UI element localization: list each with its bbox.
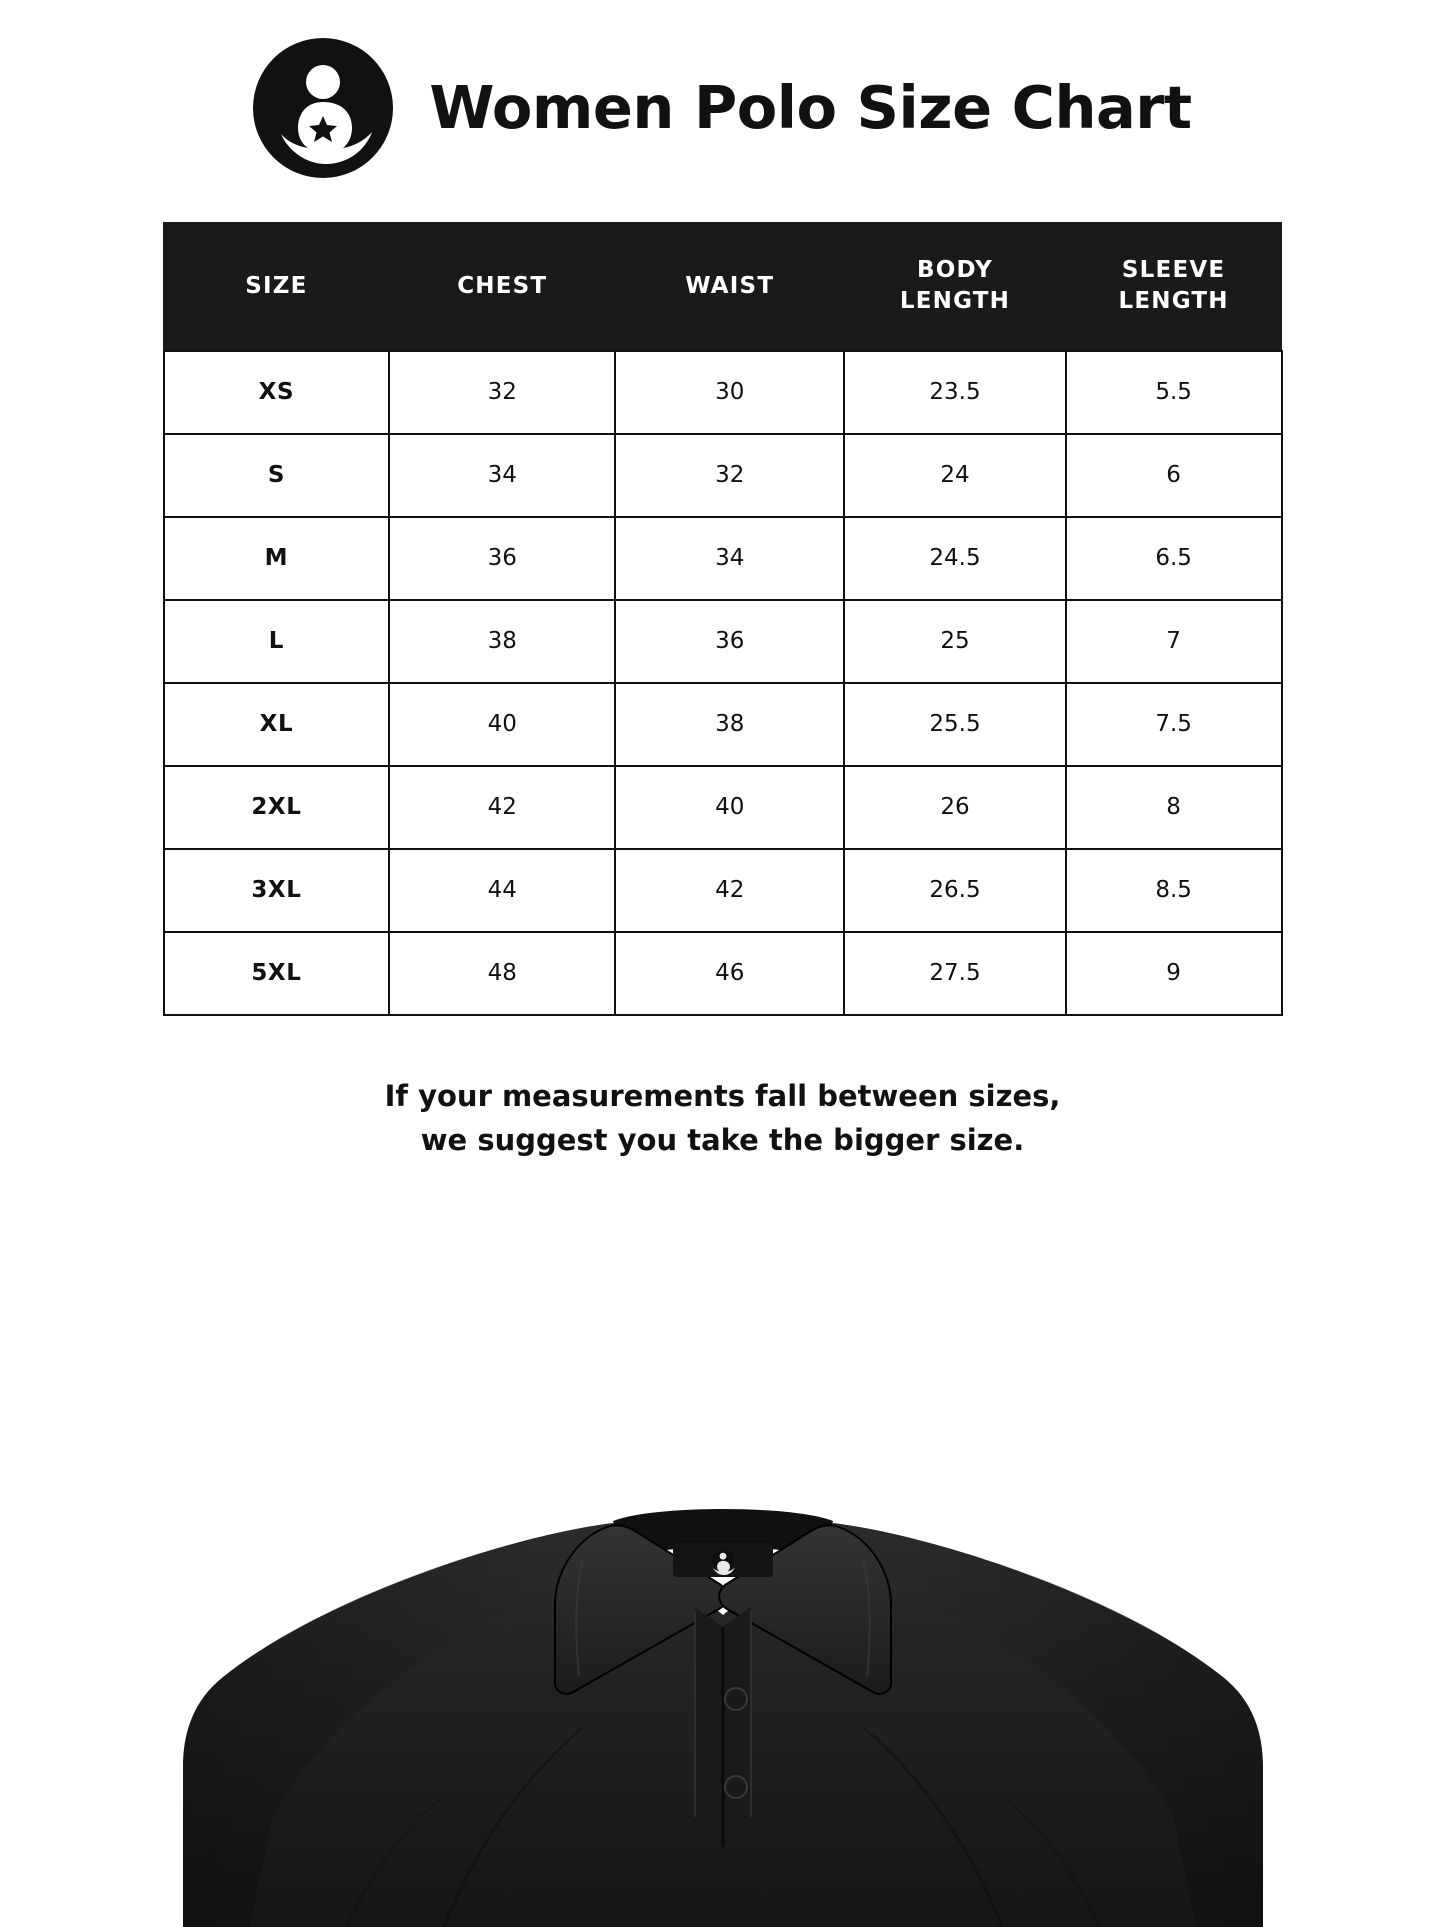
- table-row: [164, 351, 1282, 434]
- page-header: [0, 0, 1445, 178]
- black-polo-shirt-photo: [183, 1487, 1263, 1927]
- cell-size: S: [164, 434, 390, 517]
- column-header-sleeve-length-line2: LENGTH: [1118, 288, 1229, 315]
- cell-sleeve-length: 6.5: [1066, 517, 1282, 600]
- cell-sleeve-length: 8.5: [1066, 849, 1282, 932]
- cell-waist: 46: [615, 932, 844, 1015]
- cell-body-length: 25: [844, 600, 1065, 683]
- cell-waist: 32: [615, 434, 844, 517]
- cell-sleeve-length: 5.5: [1066, 351, 1282, 434]
- column-header-waist: [615, 223, 844, 351]
- table-row: [164, 766, 1282, 849]
- cell-chest: 36: [389, 517, 615, 600]
- cell-chest: 34: [389, 434, 615, 517]
- column-header-chest-line1: CHEST: [457, 272, 548, 299]
- polo-button: [725, 1688, 747, 1710]
- table-row: [164, 434, 1282, 517]
- cell-sleeve-length: 7.5: [1066, 683, 1282, 766]
- sizing-note-line2: we suggest you take the bigger size.: [420, 1123, 1025, 1158]
- table-row: [164, 849, 1282, 932]
- cell-body-length: 25.5: [844, 683, 1065, 766]
- cell-size: 2XL: [164, 766, 390, 849]
- cell-chest: 48: [389, 932, 615, 1015]
- size-chart-table-wrapper: [163, 222, 1283, 1016]
- column-header-body-length-line2: LENGTH: [899, 288, 1011, 315]
- cell-body-length: 24: [844, 434, 1065, 517]
- cell-size: XS: [164, 351, 390, 434]
- cell-waist: 40: [615, 766, 844, 849]
- cell-body-length: 24.5: [844, 517, 1065, 600]
- cell-chest: 44: [389, 849, 615, 932]
- cell-size: M: [164, 517, 390, 600]
- column-header-sleeve-length-line1: SLEEVE: [1121, 257, 1226, 284]
- cell-waist: 34: [615, 517, 844, 600]
- cell-waist: 42: [615, 849, 844, 932]
- cell-waist: 36: [615, 600, 844, 683]
- cell-chest: 32: [389, 351, 615, 434]
- column-header-body-length: [844, 223, 1065, 351]
- cell-body-length: 27.5: [844, 932, 1065, 1015]
- cell-chest: 40: [389, 683, 615, 766]
- column-header-size-line1: SIZE: [245, 272, 308, 299]
- table-header: [164, 223, 1282, 351]
- cell-size: 5XL: [164, 932, 390, 1015]
- table-row: [164, 600, 1282, 683]
- table-header-row: [164, 223, 1282, 351]
- brand-logo-tag-icon: [711, 1549, 734, 1575]
- cell-chest: 42: [389, 766, 615, 849]
- column-header-waist-line1: WAIST: [685, 272, 775, 299]
- cell-body-length: 26: [844, 766, 1065, 849]
- brand-logo-icon: [253, 38, 393, 178]
- column-header-size: [164, 223, 390, 351]
- page-title: Women Polo Size Chart: [429, 73, 1192, 143]
- cell-body-length: 26.5: [844, 849, 1065, 932]
- cell-body-length: 23.5: [844, 351, 1065, 434]
- cell-waist: 38: [615, 683, 844, 766]
- size-chart-table: [163, 222, 1283, 1016]
- column-header-chest: [389, 223, 615, 351]
- table-row: [164, 683, 1282, 766]
- cell-sleeve-length: 8: [1066, 766, 1282, 849]
- cell-waist: 30: [615, 351, 844, 434]
- sizing-note-line1: If your measurements fall between sizes,: [384, 1078, 1061, 1113]
- table-row: [164, 517, 1282, 600]
- cell-sleeve-length: 6: [1066, 434, 1282, 517]
- cell-sleeve-length: 9: [1066, 932, 1282, 1015]
- cell-size: 3XL: [164, 849, 390, 932]
- table-body: [164, 351, 1282, 1015]
- sizing-note: [163, 1074, 1283, 1164]
- product-image-area: [0, 1487, 1445, 1927]
- cell-size: XL: [164, 683, 390, 766]
- cell-chest: 38: [389, 600, 615, 683]
- cell-sleeve-length: 7: [1066, 600, 1282, 683]
- column-header-sleeve-length: [1066, 223, 1282, 351]
- column-header-body-length-line1: BODY: [917, 257, 993, 284]
- cell-size: L: [164, 600, 390, 683]
- table-row: [164, 932, 1282, 1015]
- polo-button: [725, 1776, 747, 1798]
